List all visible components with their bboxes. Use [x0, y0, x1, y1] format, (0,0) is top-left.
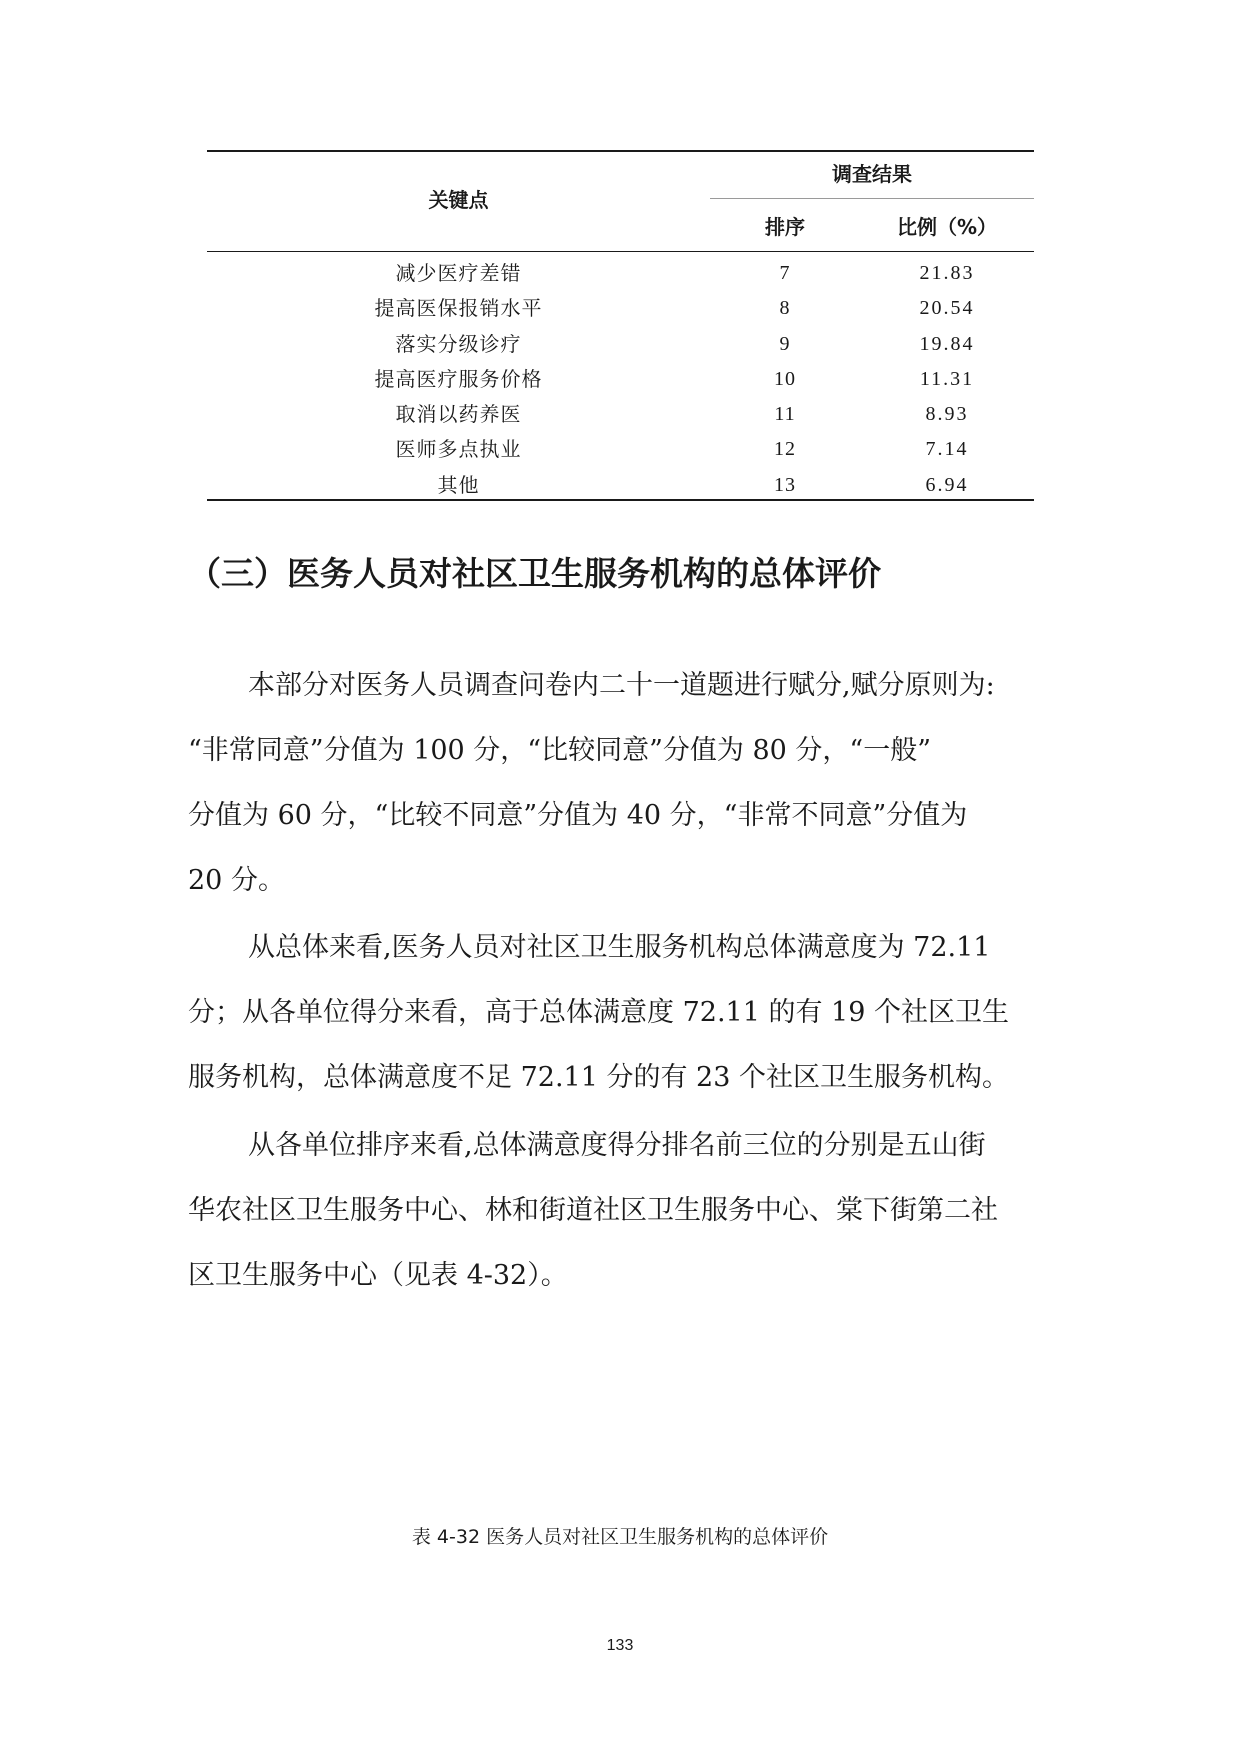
cell-key-point: 医师多点执业 — [395, 437, 522, 462]
cell-percentage: 21.83 — [919, 262, 975, 284]
cell-percentage: 6.94 — [925, 473, 969, 496]
paragraph-1-line-3: 分值为 60 分，“比较不同意”分值为 40 分，“非常不同意”分值为 — [188, 800, 968, 831]
table-row — [207, 256, 1034, 291]
cell-rank: 11 — [774, 403, 796, 426]
table-body — [207, 256, 1034, 503]
cell-key-point: 提高医疗服务价格 — [374, 366, 543, 391]
table-row — [207, 362, 1034, 397]
paragraph-3-line-3: 区卫生服务中心（见表 4-32）。 — [188, 1260, 568, 1291]
table-caption: 表 4-32 医务人员对社区卫生服务机构的总体评价 — [411, 1526, 829, 1548]
paragraph-2-line-3: 服务机构，总体满意度不足 72.11 分的有 23 个社区卫生服务机构。 — [188, 1062, 1009, 1093]
cell-rank: 7 — [779, 262, 791, 284]
paragraph-3-line-2: 华农社区卫生服务中心、林和街道社区卫生服务中心、棠下街第二社 — [188, 1195, 998, 1226]
section-heading: （三）医务人员对社区卫生服务机构的总体评价 — [188, 554, 881, 593]
table-row — [207, 291, 1034, 326]
table-group-rule — [710, 198, 1034, 199]
cell-rank: 9 — [779, 332, 791, 355]
cell-rank: 13 — [774, 473, 796, 496]
cell-key-point: 提高医保报销水平 — [374, 296, 543, 321]
column-header-rank: 排序 — [765, 215, 805, 239]
table-row — [207, 432, 1034, 467]
table-row — [207, 327, 1034, 362]
paragraph-1-line-4: 20 分。 — [188, 865, 285, 896]
cell-rank: 12 — [774, 438, 796, 461]
column-header-percentage: 比例（%） — [896, 215, 998, 239]
paragraph-3-line-1: 从各单位排序来看,总体满意度得分排名前三位的分别是五山街 — [248, 1130, 986, 1161]
cell-key-point: 取消以药养医 — [395, 402, 522, 427]
table-header-rule — [207, 251, 1034, 252]
paragraph-1-line-1: 本部分对医务人员调查问卷内二十一道题进行赋分,赋分原则为: — [248, 670, 995, 701]
column-header-key-point: 关键点 — [428, 188, 489, 212]
cell-percentage: 19.84 — [919, 332, 975, 355]
page-number: 133 — [606, 1637, 634, 1654]
cell-rank: 8 — [779, 297, 791, 320]
table-row — [207, 468, 1034, 503]
column-group-header-survey-results: 调查结果 — [832, 162, 912, 186]
cell-percentage: 8.93 — [925, 403, 969, 426]
cell-percentage: 20.54 — [919, 297, 975, 320]
table-top-rule — [207, 150, 1034, 152]
table-row — [207, 397, 1034, 432]
paragraph-1-line-2: “非常同意”分值为 100 分，“比较同意”分值为 80 分，“一般” — [188, 735, 932, 766]
cell-percentage: 11.31 — [919, 367, 975, 390]
paragraph-2-line-2: 分；从各单位得分来看，高于总体满意度 72.11 的有 19 个社区卫生 — [188, 997, 1009, 1028]
cell-key-point: 其他 — [437, 472, 480, 497]
cell-key-point: 落实分级诊疗 — [395, 331, 522, 356]
cell-rank: 10 — [774, 367, 796, 390]
cell-key-point: 减少医疗差错 — [395, 261, 522, 285]
cell-percentage: 7.14 — [925, 438, 969, 461]
paragraph-2-line-1: 从总体来看,医务人员对社区卫生服务机构总体满意度为 72.11 — [248, 932, 991, 963]
